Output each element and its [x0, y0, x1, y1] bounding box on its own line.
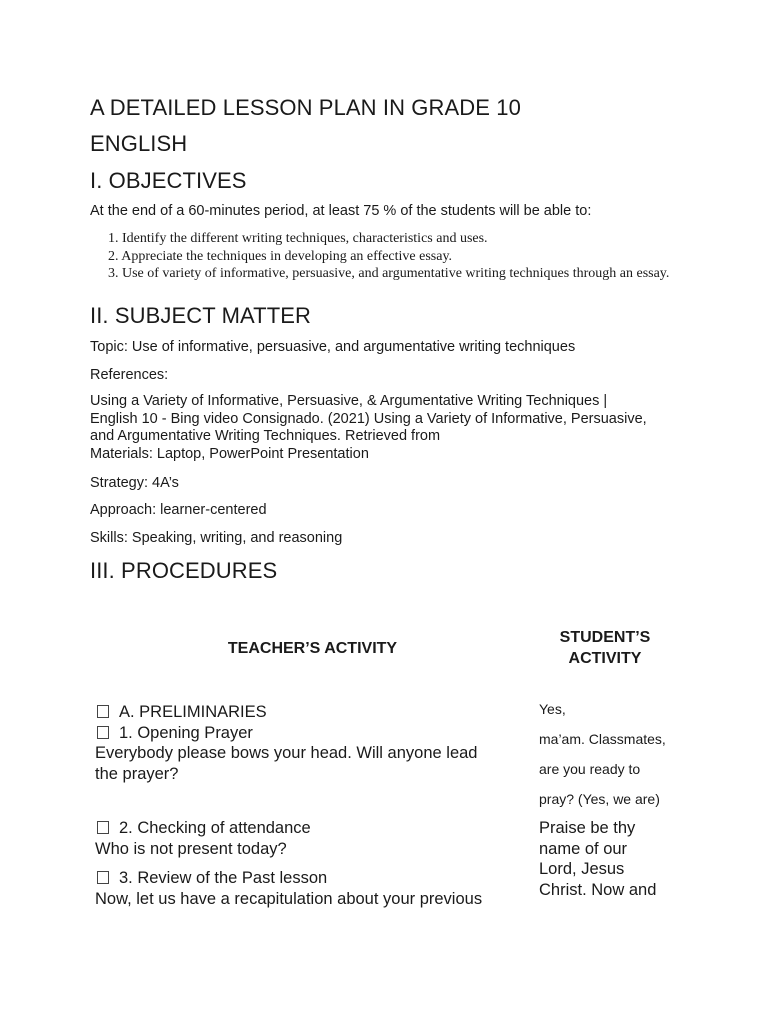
student-prayer-line: Praise be thy [539, 819, 636, 837]
student-header-line: ACTIVITY [568, 650, 642, 667]
subject-matter-heading: II. SUBJECT MATTER [90, 303, 312, 328]
student-cell-response [539, 694, 666, 814]
student-response-line: pray? (Yes, we are) [539, 791, 660, 807]
student-response-line: ma’am. Classmates, [539, 731, 666, 747]
prayer-text-line: Everybody please bows your head. Will anyone lead [95, 744, 478, 762]
checkbox-icon [97, 726, 109, 739]
objectives-list [90, 230, 680, 283]
references-label: References: [90, 367, 169, 383]
objective-item: 3. Use of variety of informative, persuasive, and argumentative writing techniques through an essay. [108, 266, 670, 281]
objectives-intro: At the end of a 60-minutes period, at least 75 % of the students will be able to: [90, 203, 592, 219]
student-prayer-line: Christ. Now and [539, 880, 657, 899]
materials-text: Materials: Laptop, PowerPoint Presentation [90, 445, 369, 462]
teacher-cell-preliminaries [95, 702, 515, 784]
attendance-text: Who is not present today? [95, 839, 287, 858]
checkbox-icon [97, 871, 109, 884]
student-activity-header [530, 627, 680, 669]
objectives-heading: I. OBJECTIVES [90, 168, 247, 193]
reference-line: and Argumentative Writing Techniques. Retrieved from [90, 428, 441, 444]
checklist-row [95, 868, 515, 889]
student-response-line: Yes, [539, 701, 566, 717]
student-cell-prayer [539, 818, 656, 900]
approach-text: Approach: learner-centered [90, 502, 267, 518]
document-title-line2: ENGLISH [90, 131, 188, 156]
student-prayer-line: name of our [539, 839, 628, 858]
topic-text: Topic: Use of informative, persuasive, and argumentative writing techniques [90, 339, 576, 355]
prayer-text-line: the prayer? [95, 764, 179, 783]
checklist-row [95, 818, 515, 839]
reference-line: Using a Variety of Informative, Persuasive, & Argumentative Writing Techniques | [90, 393, 608, 409]
references-block [90, 393, 680, 463]
attendance-label: 2. Checking of attendance [119, 819, 311, 837]
student-prayer-line: Lord, Jesus [539, 860, 625, 878]
student-response-line: are you ready to [539, 761, 641, 777]
opening-prayer-label: 1. Opening Prayer [119, 723, 253, 742]
strategy-text: Strategy: 4A’s [90, 475, 179, 491]
checklist-row [95, 723, 515, 744]
document-title-line1: A DETAILED LESSON PLAN IN GRADE 10 [90, 95, 521, 120]
procedures-heading: III. PROCEDURES [90, 558, 278, 583]
review-text: Now, let us have a recapitulation about your previous [95, 889, 483, 908]
checklist-row [95, 702, 515, 723]
student-header-line: STUDENT’S [559, 629, 651, 646]
review-label: 3. Review of the Past lesson [119, 869, 328, 887]
skills-text: Skills: Speaking, writing, and reasoning [90, 530, 343, 546]
teacher-cell-review [95, 868, 515, 909]
teacher-activity-header: TEACHER’S ACTIVITY [227, 640, 398, 657]
teacher-cell-attendance [95, 818, 515, 859]
reference-line: English 10 - Bing video Consignado. (2021) Using a Variety of Informative, Persuasive, [90, 410, 647, 427]
objective-item: 2. Appreciate the techniques in developing an effective essay. [108, 248, 453, 264]
objective-item: 1. Identify the different writing techniques, characteristics and uses. [108, 231, 488, 246]
preliminaries-label: A. PRELIMINARIES [119, 703, 267, 721]
checkbox-icon [97, 705, 109, 718]
checkbox-icon [97, 821, 109, 834]
